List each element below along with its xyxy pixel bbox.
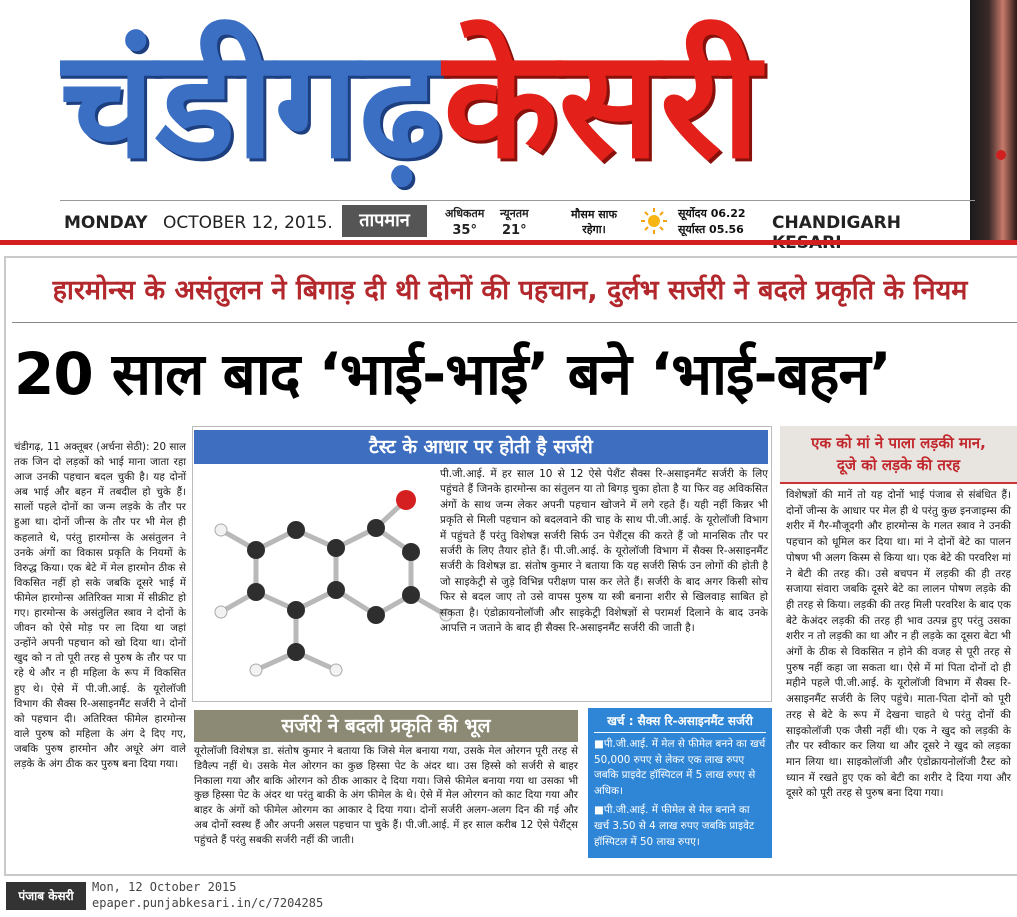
mistake-section-body	[194, 744, 578, 848]
right-heading-box	[780, 426, 1017, 484]
min-temp-value: 21°	[501, 223, 527, 238]
dateline-bar	[60, 200, 975, 240]
newspaper-title	[60, 10, 980, 200]
epaper-footer	[0, 876, 1017, 917]
cost-title: खर्च : सैक्स रि-असाइनमैंट सर्जरी	[594, 713, 766, 733]
sun-icon	[638, 207, 670, 235]
max-temp	[445, 206, 484, 238]
masthead	[0, 0, 1017, 245]
cost-item-male-to-female: ■पी.जी.आई. में मेल से फीमेल बनने का खर्च 50,000 रुपए से लेकर एक लाख रुपए जबकि प्राइवेट हॉस्पिटल में 5 लाख रुपए से अधिक।	[594, 738, 766, 797]
test-section-heading: टैस्ट के आधार पर होती है सर्जरी	[194, 430, 768, 464]
article-kicker: हारमोन्स के असंतुलन ने बिगाड़ दी थी दोनों की पहचान, दुर्लभ सर्जरी ने बदले प्रकृति के नियम	[52, 275, 968, 306]
masthead-photo	[970, 0, 1017, 240]
kicker-divider	[12, 322, 1017, 323]
mistake-section-heading: सर्जरी ने बदली प्रकृति की भूल	[194, 710, 578, 742]
min-temp	[500, 206, 529, 238]
min-temp-label: न्यूनतम	[500, 207, 529, 220]
right-column	[786, 488, 1011, 802]
masthead-red-rule	[0, 240, 1017, 245]
title-kesari: केसरी	[443, 18, 761, 192]
max-temp-value: 35°	[452, 223, 477, 238]
sun-times	[678, 206, 746, 238]
test-section-body	[440, 467, 768, 636]
weather-forecast	[560, 207, 628, 237]
sunrise-time: सूर्योदय 06.22	[678, 207, 746, 220]
temperature-label: तापमान	[342, 205, 427, 237]
footer-date: Mon, 12 October 2015	[92, 880, 237, 894]
title-chandigarh: चंडीगढ़	[60, 18, 444, 192]
cost-sidebar	[588, 708, 772, 858]
right-heading-line2: दूजे को लड़के की तरह	[836, 456, 961, 474]
day-label: MONDAY	[64, 213, 148, 233]
test-section-text: पी.जी.आई. में हर साल 10 से 12 ऐसे पेशैंट सैक्स रि-असाइनमैंट सर्जरी के लिए पहुंचते हैं जिनके हारमोन्स का संतुलन या तो बिगड़ चुका होता है या फिर वह अविकसित अंगों के साथ जन्म लेकर अपनी पहचान खोजने में लगे रहते हैं। यही नहीं किन्नर भी प्रकृति से मिली पहचान को बदलवाने की चाह के साथ पी.जी.आई. के यूरोलॉजी विभाग में पहुंचते हैं परंतु विशेषज्ञ सर्जरी सिर्फ उन पेशैंट्स की करते हैं जो मानसिक तौर पर सर्जरी के लिए तैयार होते हैं। पी.जी.आई. के यूरोलॉजी विभाग में सैक्स रि-असाइनमैंट सर्जरी के विशेषज्ञ डा. संतोष कुमार ने बताया कि यह सर्जरी सिर्फ उन लोगों की होती है जो साइकेट्री से जुड़े विभिन्न परीक्षण पास कर लेते हैं। सर्जरी के बाद अगर किसी सोच फिर से बदल जाए तो उसे वापस पुरुष या स्त्री बनाना शरीर से खिलवाड़ साबित हो सकता है। एंडोक्रायनोलॉजी और साइकेट्री विशेषज्ञों से परामर्श दिलाने के बाद उनके आपत्ति न जताने के बाद ही सैक्स रि-असाइनमैंट सर्जरी की जाती है।	[440, 468, 768, 635]
right-heading	[780, 426, 1017, 476]
weather-line2: रहेगा।	[582, 223, 606, 236]
sunset-time: सूर्यास्त 05.56	[678, 223, 744, 236]
weather-line1: मौसम साफ	[570, 208, 618, 221]
left-column	[14, 440, 186, 772]
max-temp-label: अधिकतम	[445, 207, 485, 220]
footer-logo: पंजाब केसरी	[6, 882, 86, 910]
cost-item-female-to-male: ■पी.जी.आई. में फीमेल से मेल बनाने का खर्च 3.50 से 4 लाख रुपए जबकि प्राइवेट हॉस्पिटल में 50 लाख रुपए।	[594, 804, 755, 848]
edition-label: CHANDIGARH	[772, 213, 901, 233]
right-heading-line1: एक को मां ने पाला लड़की मान,	[811, 434, 986, 452]
photo-bindi	[996, 150, 1006, 160]
left-column-text: चंडीगढ़, 11 अक्तूबर (अर्चना सेठी): 20 साल तक जिन दो लड़कों को भाई माना जाता रहा आज उनकी पहचान बदल चुकी है। यह दोनों अब भाई और बहन में तबदील हो चुके हैं। सालों पहले दोनों का जन्म लड़के के तौर पर हुआ था। दोनों जीन्स के तौर पर भी मेल ही कहलाते थे, परंतु हारमोन्स के असंतुलन ने उनके अंगों का विकास प्रकृति के नियमों के विरुद्ध किया। एक बेटे में मेल हारमोन ठीक से विकसित नहीं हो सके जबकि दूसरे भाई में फीमेल हारमोन्स अतिरिक्त मात्रा में सीक्रीट हो गए। हारमोन्स के असंतुलित स्त्राव ने दोनों के जीवन को ऐसे मोड़ पर ला दिया था जहां उन्होंने अपनी पहचान को खो दिया था। दोनों खुद को न तो पूरी तरह से पुरुष के तौर पर पा रहे थे और न ही महिला के रूप में विकसित हुए थे। ऐसे में पी.जी.आई. के यूरोलॉजी विभाग की सैक्स रि-असाइनमैंट सर्जरी ने दोनों को पहचान दी। अतिरिक्त फीमेल हारमोन्स वाले पुरुष को महिला के अंग दे दिए गए, जबकि पुरुष हारमोन और अधूरे अंग वाले लड़के के अंग ठीक कर पुरुष बना दिया गया।	[14, 441, 186, 770]
footer-url[interactable]: epaper.punjabkesari.in/c/7204285	[92, 896, 324, 910]
right-column-text: विशेषज्ञों की मानें तो यह दोनों भाई पंजाब से संबंधित हैं। दोनों जीन्स के आधार पर मेल ही थे परंतु कुछ इनजाइम्स की शरीर में गैर-मौजूदगी और हारमोन्स के गलत स्त्राव ने उनकी पहचान को धूमिल कर दिया था। मां ने दोनों बेटे का पालन पोषण भी अलग किस्म से किया था। एक बेटे की परवरिश मां ने बेटी की तरह की। उसे बचपन में लड़की की ही तरह सजाया संवारा जबकि दूसरे बेटे का लालन पोषण लड़के की ही तरह से किया। लड़की की तरह मिली परवरिश के बाद एक बेटे केअंदर लड़की की तरह ही भाव उत्पन्न हुए परंतु उसका शरीर न तो लड़की का था और न ही लड़के का दूसरा बेटा भी अंगों के ठीक से विकसित न होने की वजह से पूरी तरह से पुरुष नहीं कहा जा सकता था। ऐसे में मां पिता दोनों दो ही महीने पहले पी.जी.आई. के यूरोलॉजी विभाग में सैक्स रि-असाइनमैंट सर्जरी के लिए पहुंचे। माता-पिता दोनों को पूरी तरह से बेटे के रूप में देखना चाहते थे परंतु दोनों की साइकोलॉजी एक जैसी नहीं थी। एक ने खुद को लड़की के तौर पर स्वीकार कर लिया था और दूसरे ने खुद को लड़का मान लिया था। साइकोलॉजी और एंडोक्रायनोलॉजी टैस्ट को ध्यान में रखते हुए एक को बेटी का शरीर दे दिया गया और दूसरे को पूरी तरह से पुरुष बना दिया गया।	[786, 489, 1011, 800]
molecule-illustration	[196, 470, 466, 692]
date-label: OCTOBER 12, 2015.	[163, 213, 333, 233]
article-headline: 20 साल बाद ‘भाई-भाई’ बने ‘भाई-बहन’	[14, 340, 891, 408]
mistake-section-text: यूरोलॉजी विशेषज्ञ डा. संतोष कुमार ने बताया कि जिसे मेल बनाया गया, उसके मेल ओरगन पूरी तरह से डिवैल्प नहीं थे। उसके मेल ओरगन का कुछ हिस्सा पेट के अंदर था। उस हिस्से को सर्जरी से बाहर निकाला गया और बाकि ओरगन को ठीक आकार दे दिया गया। जिसे फीमेल बनाया गया था उसका भी कुछ हिस्सा पेट के अंदर था परंतु बाकी के अंग फीमेल के थे। ऐसे में मेल ओरगन को काट दिया गया और बाहर के अंगों को फीमेल ओरगम का आकार दे दिया गया। दोनों सर्जरी अलग-अलग दिन की गई और अब दोनों स्वस्थ हैं और अपनी असल पहचान पा चुके हैं। पी.जी.आई. में हर साल करीब 12 ऐसे पेशैंट्स पहुंचते हैं परंतु सबकी सर्जरी नहीं की जाती।	[194, 745, 578, 846]
